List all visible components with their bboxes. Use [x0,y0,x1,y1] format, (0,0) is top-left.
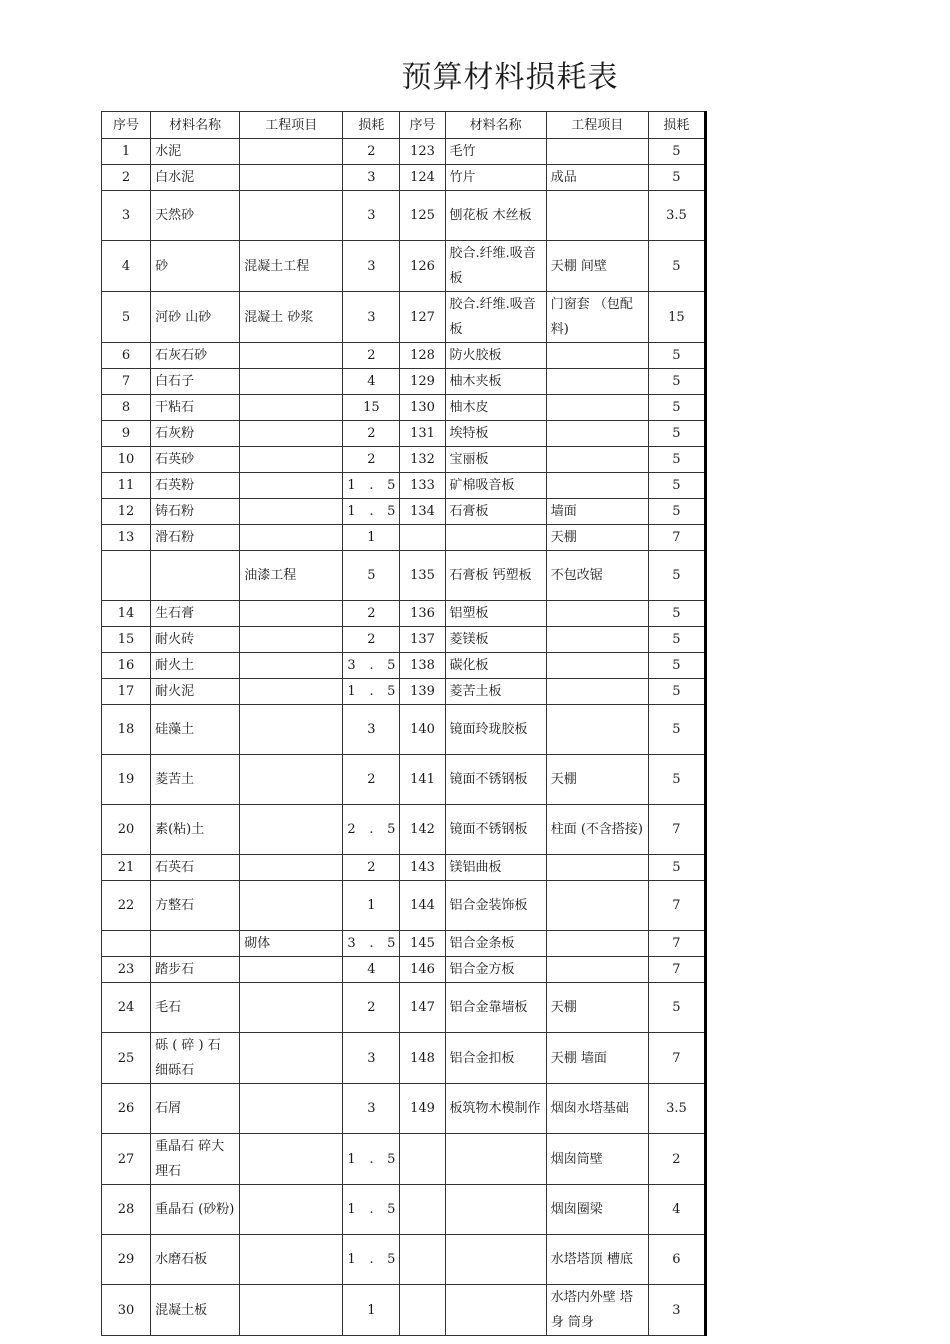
table-row [102,1033,706,1084]
cell-material-name: 石灰粉 [151,421,240,447]
cell-loss-2: 5 [648,499,705,525]
cell-material-name-2: 胶合.纤维.吸音板 [445,241,546,292]
cell-loss: 1 . 5 [343,1235,400,1285]
table-row [102,601,706,627]
cell-loss: 2 [343,343,400,369]
cell-material-name: 石灰石砂 [151,343,240,369]
cell-seq: 14 [102,601,151,627]
cell-material-name-2: 菱镁板 [445,627,546,653]
cell-material-name-2: 刨花板 木丝板 [445,191,546,241]
cell-loss: 3 [343,191,400,241]
cell-material-name-2: 防火胶板 [445,343,546,369]
cell-seq: 5 [102,292,151,343]
cell-seq-2: 135 [400,551,445,601]
cell-material-name-2: 板筑物木模制作 [445,1084,546,1134]
cell-project-2: 天棚 [546,755,648,805]
cell-project-2 [546,421,648,447]
cell-loss-2: 3.5 [648,1084,705,1134]
cell-seq-2: 140 [400,705,445,755]
cell-project [240,165,343,191]
cell-loss-2: 5 [648,705,705,755]
cell-material-name: 白水泥 [151,165,240,191]
cell-loss: 1 . 5 [343,473,400,499]
cell-loss-2: 15 [648,292,705,343]
cell-material-name-2: 铝塑板 [445,601,546,627]
cell-project-2 [546,855,648,881]
cell-material-name-2 [445,1285,546,1336]
cell-seq-2: 127 [400,292,445,343]
cell-project [240,855,343,881]
cell-seq-2: 126 [400,241,445,292]
cell-loss-2: 7 [648,1033,705,1084]
cell-loss: 2 [343,601,400,627]
cell-seq: 12 [102,499,151,525]
cell-seq: 24 [102,983,151,1033]
cell-loss: 4 [343,369,400,395]
table-row [102,957,706,983]
cell-project [240,139,343,165]
cell-loss-2: 5 [648,551,705,601]
cell-project [240,1033,343,1084]
cell-loss: 2 [343,855,400,881]
cell-seq: 2 [102,165,151,191]
table-row [102,1285,706,1336]
cell-material-name-2: 石膏板 钙塑板 [445,551,546,601]
cell-project [240,881,343,931]
cell-loss-2: 7 [648,931,705,957]
cell-material-name-2: 菱苦土板 [445,679,546,705]
cell-loss: 1 [343,525,400,551]
table-row [102,499,706,525]
cell-project-2 [546,343,648,369]
table-row [102,369,706,395]
cell-seq-2: 132 [400,447,445,473]
cell-loss: 1 . 5 [343,679,400,705]
header-project: 工程项目 [240,112,343,139]
cell-project-2 [546,653,648,679]
cell-loss: 3 [343,1033,400,1084]
cell-project-2 [546,395,648,421]
cell-seq: 19 [102,755,151,805]
cell-project-2: 烟囱水塔基础 [546,1084,648,1134]
cell-material-name: 耐火泥 [151,679,240,705]
cell-material-name-2 [445,1235,546,1285]
cell-seq-2: 139 [400,679,445,705]
cell-loss-2: 6 [648,1235,705,1285]
cell-loss-2: 7 [648,881,705,931]
table-row [102,395,706,421]
cell-project [240,1134,343,1185]
cell-project [240,627,343,653]
cell-project-2 [546,705,648,755]
table-row [102,1084,706,1134]
cell-project [240,1084,343,1134]
cell-loss: 2 [343,421,400,447]
cell-project-2 [546,601,648,627]
cell-material-name-2: 铝合金方板 [445,957,546,983]
table-row [102,931,706,957]
cell-loss-2: 7 [648,525,705,551]
cell-seq-2: 146 [400,957,445,983]
cell-project-2: 烟囱筒壁 [546,1134,648,1185]
cell-project [240,343,343,369]
cell-loss: 1 [343,881,400,931]
cell-loss-2: 5 [648,447,705,473]
cell-material-name: 毛石 [151,983,240,1033]
cell-project [240,499,343,525]
cell-material-name-2: 镁铝曲板 [445,855,546,881]
table-row [102,855,706,881]
cell-seq-2: 128 [400,343,445,369]
cell-loss: 3 [343,1084,400,1134]
cell-project [240,805,343,855]
cell-seq: 21 [102,855,151,881]
cell-material-name-2: 铝合金扣板 [445,1033,546,1084]
cell-seq-2: 143 [400,855,445,881]
cell-project [240,473,343,499]
cell-project-2: 天棚 [546,525,648,551]
table-row [102,165,706,191]
table-row [102,191,706,241]
cell-project-2: 水塔内外壁 塔身 筒身 [546,1285,648,1336]
material-loss-table [101,111,707,1336]
cell-seq: 4 [102,241,151,292]
cell-seq-2 [400,1185,445,1235]
cell-material-name-2 [445,1134,546,1185]
cell-loss: 3 [343,705,400,755]
cell-seq-2: 145 [400,931,445,957]
cell-project [240,395,343,421]
cell-loss: 3 [343,241,400,292]
cell-project-2: 柱面 (不含搭接) [546,805,648,855]
cell-material-name-2: 铝合金装饰板 [445,881,546,931]
header-material-name-2: 材料名称 [445,112,546,139]
header-seq-2: 序号 [400,112,445,139]
cell-seq: 26 [102,1084,151,1134]
cell-loss-2: 5 [648,855,705,881]
cell-seq: 8 [102,395,151,421]
cell-project-2: 不包改锯 [546,551,648,601]
cell-seq: 22 [102,881,151,931]
cell-material-name-2: 胶合.纤维.吸音板 [445,292,546,343]
cell-seq-2: 136 [400,601,445,627]
table-row [102,705,706,755]
cell-material-name: 铸石粉 [151,499,240,525]
cell-project-2: 天棚 间壁 [546,241,648,292]
cell-seq-2: 130 [400,395,445,421]
cell-material-name: 石屑 [151,1084,240,1134]
cell-seq: 29 [102,1235,151,1285]
cell-seq: 1 [102,139,151,165]
cell-loss: 1 . 5 [343,1185,400,1235]
cell-material-name: 石英石 [151,855,240,881]
cell-project-2: 水塔塔顶 槽底 [546,1235,648,1285]
cell-loss-2: 5 [648,395,705,421]
cell-loss-2: 5 [648,241,705,292]
cell-seq-2: 148 [400,1033,445,1084]
header-seq: 序号 [102,112,151,139]
cell-material-name: 重晶石 (砂粉) [151,1185,240,1235]
table-row [102,139,706,165]
cell-material-name: 石英砂 [151,447,240,473]
cell-seq-2: 147 [400,983,445,1033]
cell-seq: 17 [102,679,151,705]
cell-loss-2: 3 [648,1285,705,1336]
cell-project-2: 烟囱圈梁 [546,1185,648,1235]
cell-loss: 3 . 5 [343,931,400,957]
cell-seq-2: 137 [400,627,445,653]
cell-project-2 [546,957,648,983]
table-row [102,1134,706,1185]
cell-loss-2: 5 [648,983,705,1033]
cell-seq: 20 [102,805,151,855]
cell-material-name: 砾 ( 碎 ) 石 细砾石 [151,1033,240,1084]
cell-loss: 3 . 5 [343,653,400,679]
cell-seq: 18 [102,705,151,755]
cell-project-2: 成品 [546,165,648,191]
table-row [102,983,706,1033]
cell-seq: 7 [102,369,151,395]
cell-loss: 2 [343,755,400,805]
cell-project [240,653,343,679]
cell-loss-2: 7 [648,957,705,983]
table-row [102,447,706,473]
cell-material-name: 踏步石 [151,957,240,983]
cell-material-name: 素(粘)土 [151,805,240,855]
cell-material-name: 石英粉 [151,473,240,499]
cell-project [240,1185,343,1235]
header-loss-2: 损耗 [648,112,705,139]
cell-loss: 2 [343,627,400,653]
table-row [102,551,706,601]
cell-seq: 9 [102,421,151,447]
cell-project-2 [546,139,648,165]
cell-loss: 2 [343,983,400,1033]
cell-material-name: 滑石粉 [151,525,240,551]
cell-material-name-2: 竹片 [445,165,546,191]
cell-loss: 1 . 5 [343,499,400,525]
header-loss: 损耗 [343,112,400,139]
cell-material-name-2: 矿棉吸音板 [445,473,546,499]
table-row [102,1235,706,1285]
header-row [102,112,706,139]
cell-loss-2: 5 [648,369,705,395]
cell-material-name-2: 镜面不锈钢板 [445,805,546,855]
cell-project-2: 墙面 [546,499,648,525]
cell-material-name: 硅藻土 [151,705,240,755]
cell-loss-2: 5 [648,679,705,705]
cell-seq-2 [400,525,445,551]
cell-seq: 27 [102,1134,151,1185]
header-project-2: 工程项目 [546,112,648,139]
cell-seq: 15 [102,627,151,653]
cell-seq: 13 [102,525,151,551]
cell-material-name-2: 毛竹 [445,139,546,165]
cell-material-name [151,551,240,601]
cell-seq: 23 [102,957,151,983]
cell-material-name-2: 镜面不锈钢板 [445,755,546,805]
cell-material-name [151,931,240,957]
cell-material-name-2: 铝合金条板 [445,931,546,957]
cell-material-name: 耐火土 [151,653,240,679]
table-row [102,525,706,551]
cell-seq-2 [400,1134,445,1185]
table-row [102,755,706,805]
cell-project [240,447,343,473]
cell-project: 砌体 [240,931,343,957]
cell-seq-2 [400,1235,445,1285]
cell-project-2 [546,881,648,931]
cell-material-name-2: 埃特板 [445,421,546,447]
cell-material-name-2: 石膏板 [445,499,546,525]
cell-loss-2: 3.5 [648,191,705,241]
cell-project-2 [546,447,648,473]
cell-loss: 3 [343,165,400,191]
cell-project-2 [546,931,648,957]
cell-seq-2: 133 [400,473,445,499]
cell-material-name: 耐火砖 [151,627,240,653]
cell-project-2 [546,627,648,653]
cell-loss: 15 [343,395,400,421]
cell-seq [102,931,151,957]
cell-loss-2: 2 [648,1134,705,1185]
cell-material-name: 天然砂 [151,191,240,241]
table-row [102,881,706,931]
cell-seq-2: 141 [400,755,445,805]
cell-material-name-2 [445,525,546,551]
cell-material-name-2: 碳化板 [445,653,546,679]
cell-material-name-2: 铝合金靠墙板 [445,983,546,1033]
table-row [102,1185,706,1235]
cell-seq: 30 [102,1285,151,1336]
cell-material-name: 水泥 [151,139,240,165]
cell-seq: 16 [102,653,151,679]
cell-project: 混凝土工程 [240,241,343,292]
cell-seq-2: 129 [400,369,445,395]
cell-seq-2: 149 [400,1084,445,1134]
cell-seq: 25 [102,1033,151,1084]
cell-loss: 1 [343,1285,400,1336]
cell-material-name-2: 宝丽板 [445,447,546,473]
cell-project [240,1285,343,1336]
page-title: 预算材料损耗表 [401,60,619,95]
cell-project [240,705,343,755]
cell-loss-2: 5 [648,139,705,165]
cell-loss: 4 [343,957,400,983]
cell-loss-2: 5 [648,343,705,369]
cell-seq: 6 [102,343,151,369]
cell-seq-2: 131 [400,421,445,447]
cell-seq-2: 124 [400,165,445,191]
cell-loss-2: 7 [648,805,705,855]
table-row [102,653,706,679]
cell-loss-2: 5 [648,755,705,805]
cell-loss: 2 [343,139,400,165]
cell-project [240,191,343,241]
cell-project-2: 门窗套 （包配料) [546,292,648,343]
cell-project [240,983,343,1033]
cell-project [240,1235,343,1285]
cell-project [240,525,343,551]
cell-seq-2: 125 [400,191,445,241]
cell-material-name-2 [445,1185,546,1235]
table-row [102,627,706,653]
table-row [102,292,706,343]
cell-loss-2: 5 [648,627,705,653]
cell-project-2 [546,473,648,499]
cell-seq-2: 138 [400,653,445,679]
cell-seq: 11 [102,473,151,499]
cell-project-2 [546,369,648,395]
cell-material-name: 白石子 [151,369,240,395]
cell-loss-2: 5 [648,653,705,679]
table-row [102,241,706,292]
cell-seq [102,551,151,601]
cell-loss-2: 5 [648,421,705,447]
cell-project-2 [546,679,648,705]
cell-seq-2: 123 [400,139,445,165]
cell-loss-2: 5 [648,601,705,627]
cell-project [240,755,343,805]
cell-seq-2: 134 [400,499,445,525]
cell-material-name-2: 柚木夹板 [445,369,546,395]
table-row [102,805,706,855]
cell-seq-2: 142 [400,805,445,855]
cell-loss: 5 [343,551,400,601]
cell-project [240,369,343,395]
cell-loss: 1 . 5 [343,1134,400,1185]
cell-project [240,601,343,627]
cell-loss: 3 [343,292,400,343]
cell-project-2: 天棚 墙面 [546,1033,648,1084]
table-row [102,343,706,369]
cell-material-name: 混凝土板 [151,1285,240,1336]
cell-material-name: 干粘石 [151,395,240,421]
cell-material-name-2: 柚木皮 [445,395,546,421]
cell-seq: 28 [102,1185,151,1235]
cell-seq-2: 144 [400,881,445,931]
cell-project: 混凝土 砂浆 [240,292,343,343]
cell-loss: 2 . 5 [343,805,400,855]
cell-loss-2: 5 [648,473,705,499]
cell-project [240,679,343,705]
cell-loss-2: 4 [648,1185,705,1235]
cell-material-name: 砂 [151,241,240,292]
header-material-name: 材料名称 [151,112,240,139]
cell-material-name: 水磨石板 [151,1235,240,1285]
cell-material-name: 河砂 山砂 [151,292,240,343]
cell-material-name-2: 镜面玲珑胶板 [445,705,546,755]
cell-project [240,957,343,983]
cell-material-name: 重晶石 碎大理石 [151,1134,240,1185]
cell-seq: 3 [102,191,151,241]
cell-project: 油漆工程 [240,551,343,601]
cell-loss: 2 [343,447,400,473]
cell-project-2 [546,191,648,241]
cell-project-2: 天棚 [546,983,648,1033]
cell-material-name: 菱苦土 [151,755,240,805]
table-row [102,421,706,447]
cell-seq: 10 [102,447,151,473]
cell-material-name: 生石膏 [151,601,240,627]
table-row [102,473,706,499]
cell-material-name: 方整石 [151,881,240,931]
table-row [102,679,706,705]
cell-loss-2: 5 [648,165,705,191]
cell-project [240,421,343,447]
cell-seq-2 [400,1285,445,1336]
